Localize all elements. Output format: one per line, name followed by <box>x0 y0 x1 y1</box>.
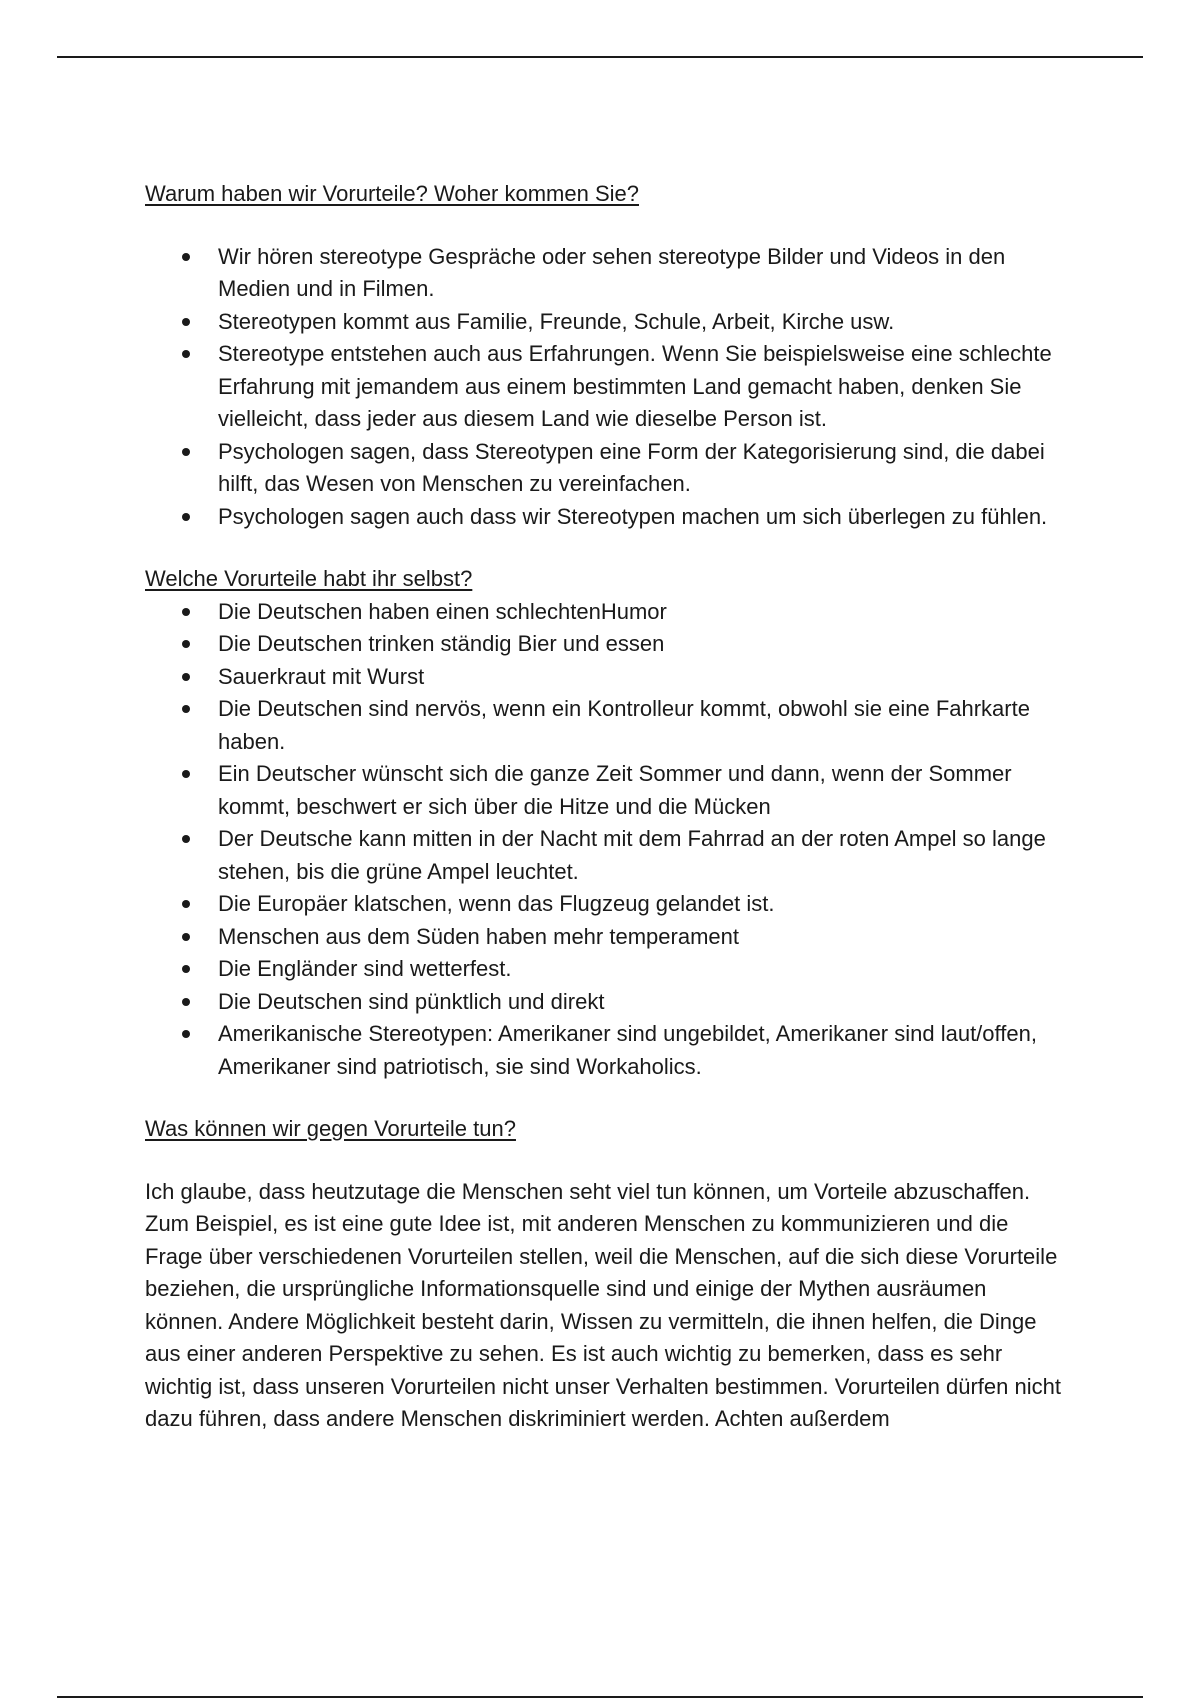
spacer <box>145 1083 1065 1113</box>
section-heading-countermeasures: Was können wir gegen Vorurteile tun? <box>145 1116 516 1141</box>
bullet-icon <box>182 448 190 456</box>
list-item <box>145 758 1065 823</box>
bullet-icon <box>182 513 190 521</box>
bullet-icon <box>182 835 190 843</box>
section-heading-origins: Warum haben wir Vorurteile? Woher kommen Sie? <box>145 181 639 206</box>
list-item-text: Sauerkraut mit Wurst <box>218 663 425 689</box>
bullet-icon <box>182 705 190 713</box>
list-item <box>145 888 1065 921</box>
list-item-text: Stereotypen kommt aus Familie, Freunde, Schule, Arbeit, Kirche usw. <box>218 308 895 334</box>
bullet-icon <box>182 640 190 648</box>
list-item-text: Die Deutschen sind pünktlich und direkt <box>218 988 605 1014</box>
list-item-text: Amerikanische Stereotypen: Amerikaner sind ungebildet, Amerikaner sind laut/offen, Amerikaner sind patriotisch, sie sind Workaholics. <box>218 1021 1037 1079</box>
spacer <box>145 1146 1065 1176</box>
list-item <box>145 306 1065 339</box>
origins-list <box>145 241 1065 534</box>
list-item-text: Die Engländer sind wetterfest. <box>218 956 512 981</box>
countermeasures-paragraph: Ich glaube, dass heutzutage die Menschen seht viel tun können, um Vorteile abzuschaffen. Zum Beispiel, es ist eine gute Idee ist, mit anderen Menschen zu kommunizieren und die Frage über verschiedenen Vorurteilen stellen, weil die Menschen, auf die sich diese Vorurteile beziehen, die ursprüngliche Informationsquelle sind und einige der Mythen ausräumen können. Andere Möglichkeit besteht darin, Wissen zu vermitteln, die ihnen helfen, die Dinge aus einer anderen Perspektive zu sehen. Es ist auch wichtig zu bemerken, dass es sehr wichtig ist, dass unseren Vorurteilen nicht unser Verhalten bestimmen. Vorurteilen dürfen nicht dazu führen, dass andere Menschen diskriminiert werden. Achten außerdem <box>145 1178 1061 1431</box>
list-item <box>145 986 1065 1019</box>
bullet-icon <box>182 965 190 973</box>
bullet-icon <box>182 350 190 358</box>
list-item-text: Der Deutsche kann mitten in der Nacht mit dem Fahrrad an der roten Ampel so lange stehen, bis die grüne Ampel leuchtet. <box>218 826 1046 884</box>
list-item-text: Psychologen sagen, dass Stereotypen eine Form der Kategorisierung sind, die dabei hilft, das Wesen von Menschen zu vereinfachen. <box>218 438 1045 496</box>
bullet-icon <box>182 673 190 681</box>
list-item-text: Die Deutschen haben einen schlechtenHumor <box>218 598 667 624</box>
list-item-text: Wir hören stereotype Gespräche oder sehen stereotype Bilder und Videos in den Medien und in Filmen. <box>218 243 1006 301</box>
bullet-icon <box>182 998 190 1006</box>
list-item <box>145 823 1065 888</box>
document-body <box>145 178 1065 1436</box>
list-item-text: Die Europäer klatschen, wenn das Flugzeug gelandet ist. <box>218 891 775 916</box>
list-item <box>145 953 1065 986</box>
list-item <box>145 921 1065 954</box>
section-heading-own-prejudices: Welche Vorurteile habt ihr selbst? <box>145 566 473 591</box>
list-item <box>145 436 1065 501</box>
bullet-icon <box>182 1030 190 1038</box>
bullet-icon <box>182 608 190 616</box>
bullet-icon <box>182 933 190 941</box>
list-item-text: Menschen aus dem Süden haben mehr temperament <box>218 923 739 949</box>
list-item <box>145 338 1065 436</box>
bottom-rule <box>57 1696 1143 1698</box>
list-item-text: Psychologen sagen auch dass wir Stereotypen machen um sich überlegen zu fühlen. <box>218 503 1048 529</box>
bullet-icon <box>182 770 190 778</box>
list-item-text: Die Deutschen trinken ständig Bier und essen <box>218 631 665 656</box>
prejudices-list <box>145 596 1065 1084</box>
list-item <box>145 1018 1065 1083</box>
top-rule <box>57 56 1143 58</box>
list-item-text: Die Deutschen sind nervös, wenn ein Kontrolleur kommt, obwohl sie eine Fahrkarte haben. <box>218 696 1030 754</box>
list-item-text: Ein Deutscher wünscht sich die ganze Zeit Sommer und dann, wenn der Sommer kommt, beschwert er sich über die Hitze und die Mücken <box>218 761 1012 819</box>
list-item <box>145 501 1065 534</box>
bullet-icon <box>182 253 190 261</box>
list-item <box>145 661 1065 694</box>
spacer <box>145 211 1065 241</box>
list-item <box>145 693 1065 758</box>
list-item <box>145 628 1065 661</box>
spacer <box>145 533 1065 563</box>
list-item <box>145 241 1065 306</box>
bullet-icon <box>182 318 190 326</box>
bullet-icon <box>182 900 190 908</box>
list-item-text: Stereotype entstehen auch aus Erfahrungen. Wenn Sie beispielsweise eine schlechte Erfahrung mit jemandem aus einem bestimmten Land gemacht haben, denken Sie vielleicht, dass jeder aus diesem Land wie dieselbe Person ist. <box>218 341 1052 431</box>
list-item <box>145 596 1065 629</box>
